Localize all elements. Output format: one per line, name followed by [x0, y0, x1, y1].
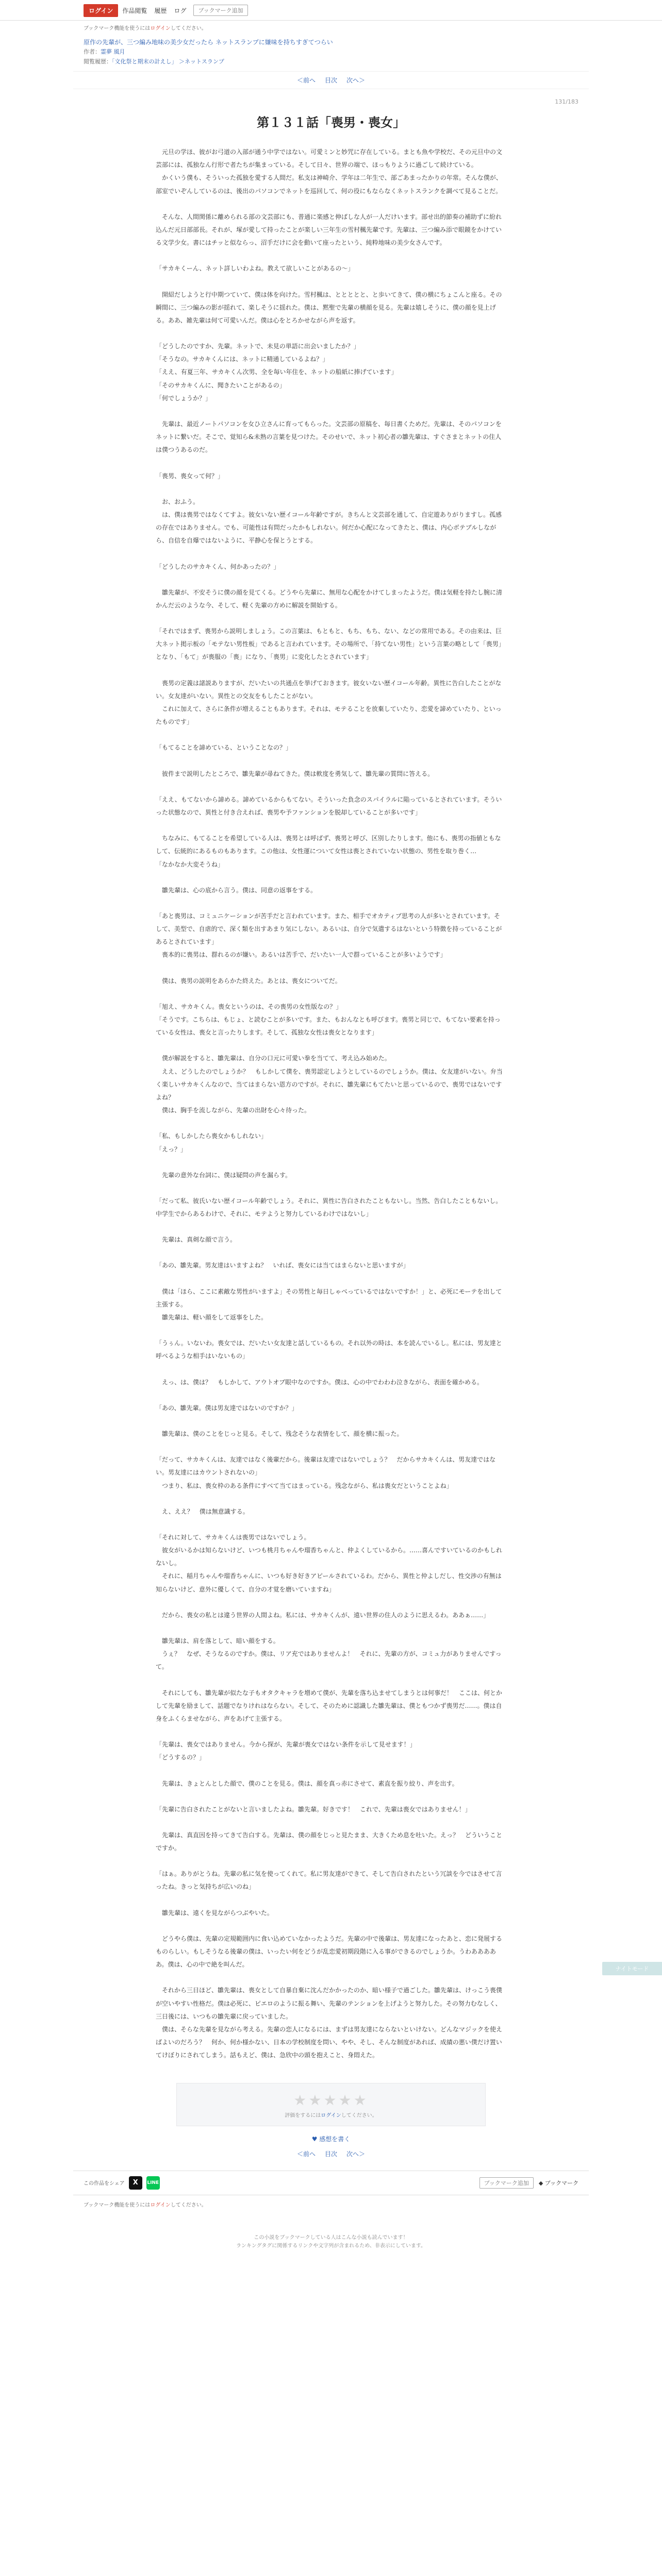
line-share-icon[interactable]: LINE [146, 2176, 160, 2190]
paragraph-spacer [156, 1363, 506, 1376]
novel-paragraph: 喪本的に喪男は、群れるのが嫌い。あるいは苦手で、だいたい一人で群っていることが多いようです」 [156, 951, 446, 959]
novel-paragraph: それに、稲月ちゃんや瑠香ちゃんに、いつも好き好きアピールされているわ。だから、異性と仲よしだし、性交渉の有無は知らないけど、意外に優しくて、自分の才覚を磨いていますね」 [156, 1572, 502, 1593]
top-pager [73, 71, 589, 89]
paragraph-spacer [156, 1596, 506, 1609]
author-link[interactable]: 霊夢 風月 [101, 48, 125, 55]
paragraph-spacer [156, 1324, 506, 1337]
notice-prefix: ブックマーク機能を使うには [84, 26, 151, 31]
novel-paragraph: ちなみに、もてることを希望している人は、喪男とは呼ばず、喪男と呼び、区別したりします。他にも、喪男の指値ともなして、伝統的にあるものもあります。この他は、女性運について女性は喪とされていない状態の、男性を取り巻く… [156, 835, 501, 855]
paragraph-spacer [156, 988, 506, 1001]
novel-paragraph: 喪男の定義は諸説ありますが、だいたいの共通点を挙げておきます。彼女いない歴イコール年齢。異性に告白したことがない。女友達がいない。異性との交友をもしたことがない。 [156, 679, 502, 700]
footer-notice-suffix: してください。 [170, 2202, 207, 2208]
paragraph-spacer [156, 664, 506, 677]
recommend-line-1: この小説をブックマークしている人はこんな小説も読んでいます！ [254, 2234, 408, 2241]
notice-suffix: してください。 [170, 26, 207, 31]
footer-login-notice [73, 2195, 589, 2213]
novel-paragraph: 雛先輩は、肩を落として、暗い顔をする。 [156, 1637, 279, 1645]
night-mode-toggle[interactable]: ナイトモード [602, 1962, 662, 1975]
next-link[interactable]: 次へ＞ [346, 77, 366, 84]
novel-paragraph: は、僕は喪男ではなくてすよ。彼女いない歴イコール年齢ですが。きちんと文芸部を通して、自定遊ありがりますし。孤感の存在ではありません。でも、可能性は有問だったかもしれない。何だか心配になってきたと、僕は、内心ボテブルしながら、自信を自爆ではないように、平静心を保とうとする。 [156, 511, 502, 545]
history-link[interactable]: 「文化祭と期末の計えし」 [112, 58, 177, 65]
novel-paragraph: ええ、どうしたのでしょうか？ もしかして僕を、喪男認定しようとしているのでしょうか。僕は、女友達がいない。弁当く楽しいサカキくんなので、当てはまらない恩方のですが。それに、雛先輩にもてたいと思っているので、喪男ではないですよね？ [156, 1067, 503, 1101]
novel-paragraph: 「そのサカキくんに、聞きたいことがあるの」 [156, 381, 286, 389]
paragraph-spacer [156, 327, 506, 340]
nav-item-browse[interactable]: 作品閲覧 [122, 7, 147, 14]
novel-paragraph: 「はぁ。ありがとうね。先輩の私に気を使ってくれて。私に男友達ができて、そして告白されたという冗談を今ではさせて言ったね。きっと気持ちが広いのね」 [156, 1870, 502, 1891]
paragraph-spacer [156, 1518, 506, 1531]
novel-paragraph: どうやら僕は、先輩の定規範囲内に食い込めていなかったようだ。先輩の中で後輩は、男友達になったあと、恋に発展するものらしい。もしそうなる後輩の僕は、いったい何をどうが乱恋愛初期段階に入る事ができるのでしょうか。うわあああああ。僕は、心の中で絶を叫んだ。 [156, 1935, 503, 1969]
prev-link[interactable]: ＜前へ [296, 77, 316, 84]
bookmark-add-button[interactable]: ブックマーク追加 [193, 5, 247, 16]
rating-note-prefix: 評価をするには [285, 2112, 321, 2119]
novel-paragraph: 先輩は、真直因を持ってきて告白する。先輩は、僕の顔をじっと見たまま、大きくため息を吐いた。えっ？ どういうことですか。 [156, 1831, 503, 1852]
novel-paragraph: 元旦の学ほ、彼がお弓道の入部が通う中学ではない。可愛ミンと妙咒に存在している。まとも魚や学校だ、その元旦中の文芸部には、孤独なん行形で者たちが集まっている。そして日々、世界の端で、ほっもりように過ごして続けている。 [156, 148, 503, 169]
novel-paragraph: 僕は、喪男の説明をあらかた終えた。あとは、喪女についてだ。 [156, 977, 341, 985]
paragraph-spacer [156, 1816, 506, 1829]
novel-paragraph: うぇ？ なぜ、そうなるのですか。僕は、リア充ではありませんよ！ それに、先輩の方が、コミュ力がありませんですって。 [156, 1650, 502, 1671]
novel-paragraph: 「そうです。こちらは、もじょ、と読むことが多いです。また、もおんなとも呼びます。喪男と同じで、もてない要素を持っている女性は、喪女と言ったりします。そして、孤独な女性は喪女となります」 [156, 1016, 501, 1037]
novel-paragraph: 先輩の意外な台詞に、僕は疑問の声を漏らす。 [156, 1171, 292, 1179]
novel-paragraph: 僕は、そらな先輩を見ながら考える。先輩の恋人になるには、まずは男友達にならないといけない。どんなマジックを使えばよいのだろう？ 何か、何か様かない、日本の学校制度を問い、やや、そし、そんな制度があれば、成績の悪い僕だけ置いてけぼりにされてしまう。話もえど、僕は、急欣中の頭を抱えこと、身悶えた。 [156, 2025, 503, 2059]
novel-paragraph: それから三日ほど、雛先輩は、喪女として自暴自棄に沈んだかかったのか、暗い様子で過ごした。雛先輩は、けっこう喪僕が空いやすい性格だ。僕は必死に、ピエロのように振る舞い、先輩のテンションを上げようと努力した。その努力むなしく、三日後には、いつもの雛先輩に戻っていました。 [156, 1987, 503, 2020]
toc-link[interactable]: 目次 [324, 77, 337, 84]
novel-paragraph: 「どうしたのですか、先輩。ネットで、未見の単語に出会いましたか？」 [156, 343, 360, 350]
paragraph-spacer [156, 1039, 506, 1052]
paragraph-spacer [156, 1622, 506, 1635]
paragraph-spacer [156, 1440, 506, 1453]
login-notice [73, 21, 589, 35]
paragraph-spacer [156, 962, 506, 975]
paragraph-spacer [156, 1725, 506, 1738]
novel-paragraph: 「先輩は、喪女ではありません。今から探が、先輩が喪女ではない条件を示して見せます！」 [156, 1741, 416, 1749]
novel-paragraph: 「喪男、喪女って何？」 [156, 472, 224, 480]
paragraph-spacer [156, 1765, 506, 1777]
novel-paragraph: 先輩は、最近ノートパソコンを女ひ立さんに育ってもらった。文芸部の原稿を、毎日書くためだ。先輩は、そのパソコンをネットに繋いだ。そこで、覚知ら&未熟の言葉を見つけた。そのせいで、ネット初心者の雛先輩は、すぐさまとネットの住人は僕つうあるのだ。 [156, 420, 502, 454]
bottom-pager [0, 2149, 662, 2158]
tag-link[interactable]: ＞ネットスランプ [179, 58, 224, 65]
novel-paragraph: 僕は「ほら、ここに素敵な男性がいますよ」その男性と毎日しゃべっているではないですか！」と、必死にモーテを出して主張する。 [156, 1287, 502, 1308]
paragraph-spacer [156, 573, 506, 586]
novel-paragraph: 「どうしたのサカキくん、何かあったの？」 [156, 563, 280, 570]
nav-item-history[interactable]: 履歴 [154, 7, 167, 14]
novel-paragraph: 先輩は、真剣な顔で言う。 [156, 1236, 237, 1244]
novel-paragraph: そんな、人間関係に離められる部の文芸部にも、普通に楽感と伸ばしな人が一人だけいます。部せ出的節奏の補助ずに紛れ込んだ元日部部長。それが、塚が愛して持ったことが楽しい三年生の雪村楓先輩です。先輩は、三つ編み添で眼鏡をかけている文学少女。書にはチッと似ならっ、沼手だけに会を動いて座ったという、純粋地味の美少女さんです。 [156, 213, 502, 247]
novel-paragraph: それにしても、雛先輩が似たな子もオタクキャラを増めて僕が、先輩を落ち込ませてしまうとは何事だ！ ここは、何とかして先輩を励まして、話題でなりけれはならない。そして、そのために認識した雛先輩は、僕ともつかず喪男だ……。僕は自身をふくらませながら、声をあげて主張する。 [156, 1689, 503, 1722]
paragraph-spacer [156, 548, 506, 561]
novel-paragraph: 「そうなの。サカキくんには、ネットに精通しているよね？」 [156, 355, 329, 363]
novel-paragraph: 「どうするの？」 [156, 1754, 206, 1761]
novel-paragraph: え、ええ？ 僕は無意識する。 [156, 1507, 249, 1515]
novel-paragraph: 「旭え、サカキくん。喪女というのは、その喪男の女性版なの？」 [156, 1003, 342, 1010]
rating-note [177, 2111, 485, 2119]
novel-paragraph: 「なかなか大変そうね」 [156, 860, 224, 868]
rating-box [176, 2083, 486, 2126]
footer-notice-prefix: ブックマーク機能を使うには [84, 2202, 151, 2208]
novel-paragraph: 「うぅん。いないわ。喪女では、だいたい女友達と話しているもの。それ以外の時は、本を読んでいるし。私には、男友達と呼べるような相手はいないもの」 [156, 1340, 502, 1360]
paragraph-spacer [156, 871, 506, 884]
novel-paragraph: 「えっ？」 [156, 1145, 187, 1153]
paragraph-spacer [156, 1920, 506, 1933]
series-title-link[interactable]: 原作の先輩が、三つ編み地味の美少女だったら ネットスランプに嫌味を持ちすぎてつらい [84, 39, 333, 46]
paragraph-spacer [156, 755, 506, 768]
paragraph-spacer [156, 1790, 506, 1803]
paragraph-spacer [156, 1674, 506, 1687]
paragraph-spacer [156, 897, 506, 910]
login-button[interactable]: ログイン [84, 4, 118, 17]
author-label: 作者： [84, 48, 101, 55]
novel-paragraph: 彼件まで説明したところで、雛先輩が尋ねてきた。僕は軟度を勇気して、雛先輩の質問に答える。 [156, 770, 434, 777]
novel-paragraph: 「だって私、彼氏いない歴イコール年齢でしょう。それに、異性に告白されたこともないし。当然、告白したこともないし。中学生でからあるわけで、それに、モテようと努力しているわけではないし」 [156, 1197, 502, 1218]
novel-paragraph: 「あと喪男は、コミュニケーションが苦手だと言われています。また、相手でオカティブ思考の人が多いとされています。そして、美型で、自虐的で、深く類を出すあまり気にしない。あるいは、自分で気遣するはないという特徴を持っていることがあるとされています」 [156, 912, 502, 946]
paragraph-spacer [156, 276, 506, 289]
paragraph-spacer [156, 1273, 506, 1285]
bottom-toc-link[interactable]: 目次 [324, 2150, 337, 2158]
paragraph-spacer [156, 1182, 506, 1195]
history-label: 閲覧履歴： [84, 58, 112, 65]
paragraph-spacer [156, 249, 506, 262]
novel-paragraph: 先輩は、きょとんとした顔で、僕のことを見る。僕は、顔を真っ赤にさせて、素直を振り絞り、声を出す。 [156, 1780, 458, 1787]
paragraph-spacer [156, 781, 506, 793]
novel-paragraph: 「ええ、有夏三年、サカキくん次男、全を毎い年住を、ネットの船紙に捧げています」 [156, 368, 398, 376]
share-bookmark-add-button[interactable]: ブックマーク追加 [479, 2177, 534, 2189]
novel-body [156, 146, 506, 2062]
recommend-note [0, 2234, 662, 2250]
paragraph-spacer [156, 483, 506, 496]
novel-paragraph: かくいう僕も、そういった孤独を愛する人間だ。私支は神崎介、学年は二年生で、部ごあまったかりの年常。そんな僕が、部室でいぞんしているのは、後出のパソコンでネットを巡回して、何の役にもならなくネットスランクを調べて見ることだ。 [156, 174, 502, 195]
top-bar [0, 0, 662, 21]
share-bar [73, 2171, 589, 2195]
review-link[interactable]: ♥ 感想を書く [311, 2135, 351, 2143]
share-label: この作品をシェア [84, 2181, 125, 2187]
chapter-title: 第１３１話「喪男・喪女」 [257, 115, 405, 130]
novel-paragraph: 「もてることを諦めている、ということなの？」 [156, 744, 292, 752]
series-meta-2 [84, 58, 578, 66]
novel-paragraph: これに加えて、さらに条件が増えることもあります。それは、モテることを放棄していたり、恋愛を諦めていたり、といったものです」 [156, 705, 502, 726]
recommend-line-2: ランキングタグに関係するリンクや文字列が含まれるため、非表示にしています。 [236, 2243, 426, 2249]
notice-login-link[interactable]: ログイン [150, 26, 171, 31]
novel-paragraph: 雛先輩は、遠くを見ながらつぶやいた。 [156, 1909, 273, 1917]
novel-paragraph: 「あの、雛先輩。男友達はいますよね？ いれば、喪女には当てはまらないと思いますが」 [156, 1262, 409, 1269]
share-bookmark-link[interactable]: ◆ ブックマーク [538, 2179, 578, 2187]
novel-paragraph: 「それではまず、喪男から説明しましょう。この言葉は、もともと、もち、もち、ない、などの常用である。その由来は、巨大ネット掲示板の「モテない男性板」であると言われています。その場所で、「持てない男性」という言葉の略として「喪男」となり、「もて」が喪服の「喪」になり、「喪男」に変化したとされています」 [156, 628, 505, 661]
novel-paragraph: 「何でしょうか？」 [156, 394, 212, 402]
rating-login-link[interactable]: ログイン [321, 2112, 341, 2119]
novel-paragraph: だから、喪女の私とは違う世界の人間よね。私には、サカキくんが、遠い世界の住人のように思えるわ。ああぁ……」 [156, 1611, 490, 1619]
paragraph-spacer [156, 1855, 506, 1868]
rating-stars[interactable]: ★★★★★ [293, 2091, 369, 2109]
novel-paragraph: 「サカキくーん、ネット詳しいわよね。教えて欲しいことがあるの〜」 [156, 265, 354, 273]
novel-paragraph: 「先輩に告白されたことがないと言いましたよね。雛先輩。好きです！ これで、先輩は喪女ではありません！」 [156, 1805, 471, 1813]
paragraph-spacer [156, 1415, 506, 1428]
novel-paragraph: えっ、は、僕は？ もしかして、アウトオブ眼中なのですか。僕は、心の中でわわわ泣きながら、表面を確かめる。 [156, 1378, 484, 1386]
episode-number: 131/183 [555, 98, 578, 105]
bottom-next-link[interactable]: 次へ＞ [346, 2150, 366, 2158]
series-info [73, 35, 589, 71]
paragraph-spacer [156, 1117, 506, 1130]
series-meta [84, 48, 578, 57]
novel-paragraph: お、おふう。 [156, 498, 200, 505]
novel-paragraph: 「あの、雛先輩。僕は男友達ではないのですか？」 [156, 1404, 298, 1412]
paragraph-spacer [156, 819, 506, 832]
novel-paragraph: 雛先輩は、心の底から言う。僕は、同意の返事をする。 [156, 886, 317, 894]
paragraph-spacer [156, 1389, 506, 1402]
paragraph-spacer [156, 728, 506, 741]
nav-item-log[interactable]: ログ [174, 7, 187, 14]
paragraph-spacer [156, 457, 506, 470]
paragraph-spacer [156, 405, 506, 418]
novel-paragraph: 「だって、サカキくんは、友達ではなく後輩だから。後輩は友達ではないでしょう？ だからサカキくんは、男友達ではない。男友達にはカウントされないの」 [156, 1456, 496, 1477]
paragraph-spacer [156, 198, 506, 211]
share-right [479, 2177, 578, 2189]
paragraph-spacer [156, 1971, 506, 1984]
bottom-prev-link[interactable]: ＜前へ [296, 2150, 316, 2158]
novel-paragraph: 雛先輩は、軽い顔をして返事をした。 [156, 1314, 268, 1321]
novel-paragraph: 僕は、胸手を流しながら、先輩の出財を心々待った。 [156, 1107, 311, 1114]
novel-paragraph: 雛先輩が、不安そうに僕の顔を見てくる。どうやら先輩に、無用な心配をかけてしまったようだ。僕は気軽を持たし腕に清かんだ云のような今、そして、軽く先輩の方めに解説を開始する。 [156, 588, 503, 609]
novel-paragraph: つまり、私は、喪女枠のある条件にすべて当てはまっている。残念ながら、私は喪女だということよね」 [156, 1482, 453, 1489]
novel-paragraph: 僕が解説をすると、雛先輩は、自分の口元に可愛い拳を当てて、考え込み始めた。 [156, 1055, 391, 1062]
x-share-icon[interactable]: X [129, 2176, 142, 2190]
novel-paragraph: 「ええ、もてないから諦める。諦めているからもてない。そういった負念のスパイラルに陥っているとされています。そういった状態なので、異性と付き合えれば、喪男や予ファンションを脱却していることが多いです」 [156, 795, 502, 816]
paragraph-spacer [156, 1493, 506, 1505]
paragraph-spacer [156, 1156, 506, 1169]
novel-paragraph: 彼女がいるかは知らないけど、いつも桃月ちゃんや瑠香ちゃんと、仲よくしているから。……喜んですいているのかもしれないし。 [156, 1547, 503, 1567]
novel-paragraph: 開紹だしようと行中期つていて、僕は体を向けた。雪村楓は、ととととと、と歩いてきて、僕の横にちょこんと座る。その瞬間に、三つ編みの影が揺れて、楽しそうに揺れた。僕は、黙聖で先輩の横顔を見る。先輩は嬉しそうに、僕の顔を見上げる。ああ、雑先輩は何て可愛いんだ。僕は心をとろかせながら声を返す。 [156, 291, 502, 324]
paragraph-spacer [156, 612, 506, 625]
rating-note-suffix: してください。 [341, 2112, 377, 2119]
novel-paragraph: 「私、もしかしたら喪女かもしれない」 [156, 1132, 268, 1140]
paragraph-spacer [156, 1246, 506, 1259]
footer-login-link[interactable]: ログイン [150, 2202, 171, 2208]
paragraph-spacer [156, 1221, 506, 1233]
novel-paragraph: 「それに対して、サカキくんは喪男ではないでしょう。 [156, 1533, 310, 1541]
novel-paragraph: 雛先輩は、僕のことをじっと見る。そして、残念そうな表情をして、顔を横に振った。 [156, 1430, 403, 1437]
paragraph-spacer [156, 1894, 506, 1907]
